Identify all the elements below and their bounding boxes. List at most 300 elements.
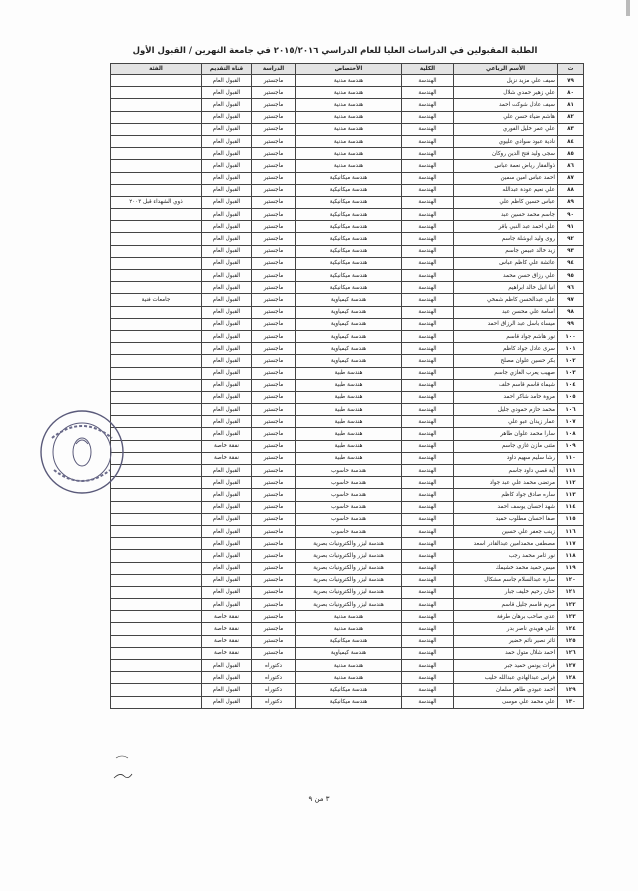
cell-index: ١٠٢ bbox=[558, 355, 584, 367]
cell-college: الهندسة bbox=[402, 270, 454, 282]
cell-student-name: هاشم ضياء حسن علي bbox=[454, 111, 558, 123]
cell-college: الهندسة bbox=[402, 428, 454, 440]
cell-specialty: هندسة ميكانيكية bbox=[296, 282, 402, 294]
cell-study: ماجستير bbox=[252, 123, 296, 135]
table-row bbox=[111, 379, 584, 391]
cell-student-name: سرى عادل جواد كاظم bbox=[454, 343, 558, 355]
cell-index: ١٠٥ bbox=[558, 391, 584, 403]
cell-category bbox=[111, 160, 202, 172]
cell-college: الهندسة bbox=[402, 635, 454, 647]
cell-category: جامعات فنية bbox=[111, 294, 202, 306]
table-row bbox=[111, 660, 584, 672]
cell-channel: القبول العام bbox=[202, 696, 252, 708]
cell-channel: القبول العام bbox=[202, 513, 252, 525]
cell-index: ٨٨ bbox=[558, 184, 584, 196]
cell-student-name: احمد عباس امين سمين bbox=[454, 172, 558, 184]
cell-specialty: هندسة مدنية bbox=[296, 99, 402, 111]
cell-specialty: هندسة مدنية bbox=[296, 148, 402, 160]
cell-channel: القبول العام bbox=[202, 282, 252, 294]
cell-study: ماجستير bbox=[252, 391, 296, 403]
cell-student-name: جاسم محمد حسين عبد bbox=[454, 209, 558, 221]
cell-student-name: نور ثامر محمد رجب bbox=[454, 550, 558, 562]
cell-college: الهندسة bbox=[402, 465, 454, 477]
col-header-college: الكلية bbox=[402, 64, 454, 75]
cell-specialty: هندسة مدنية bbox=[296, 123, 402, 135]
cell-channel: القبول العام bbox=[202, 684, 252, 696]
cell-college: الهندسة bbox=[402, 233, 454, 245]
cell-index: ١١٥ bbox=[558, 513, 584, 525]
cell-college: الهندسة bbox=[402, 489, 454, 501]
cell-student-name: علي عمر خليل الفوري bbox=[454, 123, 558, 135]
cell-study: ماجستير bbox=[252, 489, 296, 501]
table-row bbox=[111, 428, 584, 440]
cell-specialty: هندسة ميكانيكية bbox=[296, 257, 402, 269]
cell-specialty: هندسة مدنية bbox=[296, 87, 402, 99]
cell-category bbox=[111, 599, 202, 611]
cell-student-name: سارة عبدالسلام جاسم مشكال bbox=[454, 574, 558, 586]
cell-study: ماجستير bbox=[252, 196, 296, 208]
cell-category bbox=[111, 306, 202, 318]
cell-college: الهندسة bbox=[402, 221, 454, 233]
table-row bbox=[111, 233, 584, 245]
col-header-study: الدراسة bbox=[252, 64, 296, 75]
cell-category bbox=[111, 257, 202, 269]
cell-student-name: مصطفى محمدامين عبدالقادر اسعد bbox=[454, 538, 558, 550]
cell-index: ١١٧ bbox=[558, 538, 584, 550]
cell-college: الهندسة bbox=[402, 611, 454, 623]
cell-student-name: ثائر نصير نائم خضير bbox=[454, 635, 558, 647]
cell-study: ماجستير bbox=[252, 294, 296, 306]
cell-specialty: هندسة حاسوب bbox=[296, 477, 402, 489]
cell-index: ١١٣ bbox=[558, 489, 584, 501]
cell-student-name: صفا احسان مطلوب حميد bbox=[454, 513, 558, 525]
cell-study: ماجستير bbox=[252, 318, 296, 330]
cell-study: ماجستير bbox=[252, 306, 296, 318]
cell-specialty: هندسة كيمياوية bbox=[296, 355, 402, 367]
cell-study: ماجستير bbox=[252, 623, 296, 635]
cell-category bbox=[111, 221, 202, 233]
page-number: ٣ من ٩ bbox=[308, 795, 330, 803]
cell-specialty: هندسة طبية bbox=[296, 452, 402, 464]
cell-specialty: هندسة ميكانيكية bbox=[296, 172, 402, 184]
cell-student-name: فراس عبدالهادي عبدالله حليب bbox=[454, 672, 558, 684]
table-row bbox=[111, 306, 584, 318]
cell-study: ماجستير bbox=[252, 465, 296, 477]
cell-college: الهندسة bbox=[402, 379, 454, 391]
cell-specialty: هندسة ليزر والكترونيات بصرية bbox=[296, 599, 402, 611]
university-seal-stamp bbox=[38, 408, 126, 496]
table-row bbox=[111, 477, 584, 489]
cell-study: ماجستير bbox=[252, 111, 296, 123]
cell-student-name: شهد احسان يوسف احمد bbox=[454, 501, 558, 513]
cell-student-name: علي زهير حمدي شلال bbox=[454, 87, 558, 99]
table-row bbox=[111, 87, 584, 99]
cell-index: ٨٥ bbox=[558, 148, 584, 160]
cell-index: ١٢١ bbox=[558, 586, 584, 598]
cell-specialty: هندسة ميكانيكية bbox=[296, 184, 402, 196]
cell-specialty: هندسة ميكانيكية bbox=[296, 635, 402, 647]
cell-index: ١٠٠ bbox=[558, 330, 584, 342]
table-row bbox=[111, 245, 584, 257]
cell-channel: نفقة خاصة bbox=[202, 440, 252, 452]
cell-category bbox=[111, 282, 202, 294]
cell-college: الهندسة bbox=[402, 586, 454, 598]
cell-specialty: هندسة كيمياوية bbox=[296, 318, 402, 330]
page-title: الطلبة المقبولين في الدراسات العليا للعام الدراسي ٢٠١٥/٢٠١٦ في جامعة النهرين / القبول الأول bbox=[132, 46, 538, 56]
col-header-specialty: الأختصاص bbox=[296, 64, 402, 75]
cell-index: ٨٣ bbox=[558, 123, 584, 135]
cell-category bbox=[111, 611, 202, 623]
cell-specialty: هندسة ميكانيكية bbox=[296, 696, 402, 708]
cell-specialty: هندسة طبية bbox=[296, 391, 402, 403]
table-row bbox=[111, 672, 584, 684]
cell-channel: نفقة خاصة bbox=[202, 623, 252, 635]
cell-student-name: احمد شلال متول حمد bbox=[454, 647, 558, 659]
cell-category bbox=[111, 135, 202, 147]
cell-study: ماجستير bbox=[252, 611, 296, 623]
cell-category bbox=[111, 184, 202, 196]
cell-student-name: احمد عبودي طاهر سلمان bbox=[454, 684, 558, 696]
cell-specialty: هندسة مدنية bbox=[296, 111, 402, 123]
cell-college: الهندسة bbox=[402, 209, 454, 221]
cell-channel: القبول العام bbox=[202, 245, 252, 257]
table-row bbox=[111, 440, 584, 452]
cell-category bbox=[111, 391, 202, 403]
cell-channel: نفقة خاصة bbox=[202, 635, 252, 647]
cell-category bbox=[111, 623, 202, 635]
table-row bbox=[111, 562, 584, 574]
cell-channel: القبول العام bbox=[202, 196, 252, 208]
cell-specialty: هندسة مدنية bbox=[296, 160, 402, 172]
cell-channel: القبول العام bbox=[202, 416, 252, 428]
cell-college: الهندسة bbox=[402, 477, 454, 489]
cell-specialty: هندسة طبية bbox=[296, 367, 402, 379]
cell-category bbox=[111, 538, 202, 550]
table-row bbox=[111, 318, 584, 330]
table-row bbox=[111, 172, 584, 184]
table-row bbox=[111, 367, 584, 379]
cell-specialty: هندسة كيمياوية bbox=[296, 306, 402, 318]
cell-study: ماجستير bbox=[252, 599, 296, 611]
cell-channel: نفقة خاصة bbox=[202, 611, 252, 623]
cell-student-name: سجى وليد فتح الدين روكان bbox=[454, 148, 558, 160]
cell-study: ماجستير bbox=[252, 538, 296, 550]
cell-college: الهندسة bbox=[402, 87, 454, 99]
table-header-row bbox=[111, 64, 584, 75]
cell-channel: القبول العام bbox=[202, 586, 252, 598]
cell-college: الهندسة bbox=[402, 123, 454, 135]
cell-specialty: هندسة حاسوب bbox=[296, 465, 402, 477]
cell-channel: القبول العام bbox=[202, 87, 252, 99]
cell-study: دكتوراه bbox=[252, 660, 296, 672]
cell-student-name: علي احمد عبد النبي باقر bbox=[454, 221, 558, 233]
cell-channel: القبول العام bbox=[202, 574, 252, 586]
cell-channel: القبول العام bbox=[202, 343, 252, 355]
cell-study: ماجستير bbox=[252, 513, 296, 525]
cell-study: ماجستير bbox=[252, 440, 296, 452]
cell-channel: القبول العام bbox=[202, 538, 252, 550]
cell-channel: القبول العام bbox=[202, 209, 252, 221]
cell-study: ماجستير bbox=[252, 270, 296, 282]
cell-study: ماجستير bbox=[252, 75, 296, 87]
cell-study: ماجستير bbox=[252, 184, 296, 196]
cell-college: الهندسة bbox=[402, 647, 454, 659]
cell-college: الهندسة bbox=[402, 196, 454, 208]
cell-channel: القبول العام bbox=[202, 294, 252, 306]
cell-channel: القبول العام bbox=[202, 135, 252, 147]
table-row bbox=[111, 416, 584, 428]
table-row bbox=[111, 196, 584, 208]
cell-index: ١١٦ bbox=[558, 525, 584, 537]
cell-channel: القبول العام bbox=[202, 221, 252, 233]
cell-study: ماجستير bbox=[252, 148, 296, 160]
cell-college: الهندسة bbox=[402, 75, 454, 87]
cell-study: ماجستير bbox=[252, 87, 296, 99]
cell-channel: القبول العام bbox=[202, 172, 252, 184]
cell-study: ماجستير bbox=[252, 428, 296, 440]
cell-index: ١١٠ bbox=[558, 452, 584, 464]
cell-category bbox=[111, 367, 202, 379]
cell-student-name: عمار زيدان عبو علي bbox=[454, 416, 558, 428]
cell-index: ٨٩ bbox=[558, 196, 584, 208]
cell-specialty: هندسة حاسوب bbox=[296, 501, 402, 513]
cell-index: ٩٥ bbox=[558, 270, 584, 282]
cell-specialty: هندسة مدنية bbox=[296, 672, 402, 684]
cell-category bbox=[111, 99, 202, 111]
cell-channel: القبول العام bbox=[202, 270, 252, 282]
cell-index: ٩٣ bbox=[558, 245, 584, 257]
cell-category bbox=[111, 513, 202, 525]
cell-college: الهندسة bbox=[402, 599, 454, 611]
cell-college: الهندسة bbox=[402, 330, 454, 342]
table-row bbox=[111, 489, 584, 501]
cell-study: ماجستير bbox=[252, 172, 296, 184]
cell-specialty: هندسة ميكانيكية bbox=[296, 684, 402, 696]
cell-specialty: هندسة طبية bbox=[296, 440, 402, 452]
cell-specialty: هندسة كيمياوية bbox=[296, 647, 402, 659]
cell-index: ٩٠ bbox=[558, 209, 584, 221]
cell-college: الهندسة bbox=[402, 696, 454, 708]
cell-study: ماجستير bbox=[252, 525, 296, 537]
cell-category bbox=[111, 209, 202, 221]
cell-channel: القبول العام bbox=[202, 465, 252, 477]
cell-category bbox=[111, 233, 202, 245]
cell-category bbox=[111, 501, 202, 513]
cell-student-name: رشا سليم سهيم داود bbox=[454, 452, 558, 464]
cell-specialty: هندسة ليزر والكترونيات بصرية bbox=[296, 550, 402, 562]
cell-specialty: هندسة طبية bbox=[296, 404, 402, 416]
cell-channel: القبول العام bbox=[202, 379, 252, 391]
table-row bbox=[111, 501, 584, 513]
table-row bbox=[111, 647, 584, 659]
cell-study: ماجستير bbox=[252, 477, 296, 489]
cell-channel: القبول العام bbox=[202, 123, 252, 135]
cell-specialty: هندسة مدنية bbox=[296, 660, 402, 672]
cell-study: ماجستير bbox=[252, 282, 296, 294]
col-header-category: الفئة bbox=[111, 64, 202, 75]
cell-category bbox=[111, 123, 202, 135]
cell-index: ١٣٠ bbox=[558, 696, 584, 708]
cell-channel: القبول العام bbox=[202, 75, 252, 87]
cell-index: ١١٤ bbox=[558, 501, 584, 513]
cell-specialty: هندسة ميكانيكية bbox=[296, 233, 402, 245]
table-row bbox=[111, 404, 584, 416]
cell-study: ماجستير bbox=[252, 135, 296, 147]
table-row bbox=[111, 99, 584, 111]
cell-channel: القبول العام bbox=[202, 257, 252, 269]
cell-index: ٨٧ bbox=[558, 172, 584, 184]
cell-specialty: هندسة حاسوب bbox=[296, 513, 402, 525]
handwritten-signature bbox=[112, 752, 134, 782]
cell-index: ١٢٠ bbox=[558, 574, 584, 586]
cell-specialty: هندسة كيمياوية bbox=[296, 294, 402, 306]
cell-student-name: عدي صاحب برهان طرفة bbox=[454, 611, 558, 623]
cell-channel: القبول العام bbox=[202, 672, 252, 684]
cell-category bbox=[111, 562, 202, 574]
cell-channel: القبول العام bbox=[202, 428, 252, 440]
cell-college: الهندسة bbox=[402, 294, 454, 306]
cell-specialty: هندسة ميكانيكية bbox=[296, 245, 402, 257]
cell-college: الهندسة bbox=[402, 135, 454, 147]
cell-channel: القبول العام bbox=[202, 477, 252, 489]
cell-category bbox=[111, 660, 202, 672]
cell-category bbox=[111, 574, 202, 586]
cell-index: ١٠٨ bbox=[558, 428, 584, 440]
table-row bbox=[111, 550, 584, 562]
cell-channel: القبول العام bbox=[202, 184, 252, 196]
cell-index: ١٢٤ bbox=[558, 623, 584, 635]
cell-category bbox=[111, 635, 202, 647]
cell-category bbox=[111, 525, 202, 537]
cell-study: ماجستير bbox=[252, 586, 296, 598]
cell-student-name: زينب جعفر علي حسين bbox=[454, 525, 558, 537]
cell-index: ١٠١ bbox=[558, 343, 584, 355]
table-row bbox=[111, 586, 584, 598]
cell-student-name: فرات يونس حميد جبر bbox=[454, 660, 558, 672]
table-row bbox=[111, 635, 584, 647]
cell-college: الهندسة bbox=[402, 111, 454, 123]
table-row bbox=[111, 148, 584, 160]
col-header-channel: قناة التقديم bbox=[202, 64, 252, 75]
cell-specialty: هندسة ميكانيكية bbox=[296, 196, 402, 208]
cell-index: ١٠٧ bbox=[558, 416, 584, 428]
cell-index: ١٢٧ bbox=[558, 660, 584, 672]
cell-study: ماجستير bbox=[252, 379, 296, 391]
cell-student-name: ميس حميد محمد خشيمك bbox=[454, 562, 558, 574]
cell-index: ١٢٢ bbox=[558, 599, 584, 611]
cell-specialty: هندسة ميكانيكية bbox=[296, 221, 402, 233]
cell-student-name: مرتضى محمد علي عبد جواد bbox=[454, 477, 558, 489]
cell-college: الهندسة bbox=[402, 391, 454, 403]
cell-student-name: ميساء باسل عبد الرزاق احمد bbox=[454, 318, 558, 330]
cell-channel: نفقة خاصة bbox=[202, 452, 252, 464]
cell-specialty: هندسة ليزر والكترونيات بصرية bbox=[296, 574, 402, 586]
cell-index: ١٠٩ bbox=[558, 440, 584, 452]
cell-college: الهندسة bbox=[402, 99, 454, 111]
cell-college: الهندسة bbox=[402, 574, 454, 586]
cell-index: ١١١ bbox=[558, 465, 584, 477]
cell-study: دكتوراه bbox=[252, 696, 296, 708]
cell-college: الهندسة bbox=[402, 172, 454, 184]
table-row bbox=[111, 525, 584, 537]
cell-category bbox=[111, 379, 202, 391]
cell-college: الهندسة bbox=[402, 318, 454, 330]
cell-study: ماجستير bbox=[252, 550, 296, 562]
cell-student-name: انيا انيل خالد ابراهيم bbox=[454, 282, 558, 294]
cell-index: ٨٠ bbox=[558, 87, 584, 99]
cell-category bbox=[111, 270, 202, 282]
cell-channel: القبول العام bbox=[202, 562, 252, 574]
cell-channel: القبول العام bbox=[202, 599, 252, 611]
cell-college: الهندسة bbox=[402, 550, 454, 562]
cell-study: ماجستير bbox=[252, 355, 296, 367]
table-row bbox=[111, 599, 584, 611]
cell-index: ١٢٥ bbox=[558, 635, 584, 647]
table-row bbox=[111, 696, 584, 708]
cell-channel: القبول العام bbox=[202, 391, 252, 403]
cell-index: ٩٩ bbox=[558, 318, 584, 330]
cell-study: ماجستير bbox=[252, 257, 296, 269]
cell-college: الهندسة bbox=[402, 684, 454, 696]
cell-student-name: ساره صادق جواد كاظم bbox=[454, 489, 558, 501]
table-row bbox=[111, 684, 584, 696]
cell-student-name: اسامة علي محسن عبد bbox=[454, 306, 558, 318]
cell-category bbox=[111, 111, 202, 123]
table-row bbox=[111, 623, 584, 635]
cell-student-name: ذوالفقار رياض نعمة عباس bbox=[454, 160, 558, 172]
cell-student-name: صهيب يعرب الغازي جاسم bbox=[454, 367, 558, 379]
cell-student-name: سيف عادل شوكت احمد bbox=[454, 99, 558, 111]
cell-channel: نفقة خاصة bbox=[202, 647, 252, 659]
cell-channel: القبول العام bbox=[202, 318, 252, 330]
cell-index: ٩٤ bbox=[558, 257, 584, 269]
cell-student-name: مروة حامد شاكر احمد bbox=[454, 391, 558, 403]
cell-study: ماجستير bbox=[252, 367, 296, 379]
cell-specialty: هندسة ليزر والكترونيات بصرية bbox=[296, 586, 402, 598]
cell-student-name: مريم قاسم جليل قاسم bbox=[454, 599, 558, 611]
table-row bbox=[111, 465, 584, 477]
table-row bbox=[111, 221, 584, 233]
cell-college: الهندسة bbox=[402, 184, 454, 196]
cell-channel: القبول العام bbox=[202, 550, 252, 562]
table-body bbox=[111, 75, 584, 709]
cell-college: الهندسة bbox=[402, 148, 454, 160]
cell-study: ماجستير bbox=[252, 233, 296, 245]
scan-edge-mark bbox=[626, 0, 630, 16]
cell-student-name: سيف علي مزيد نزيل bbox=[454, 75, 558, 87]
cell-specialty: هندسة مدنية bbox=[296, 135, 402, 147]
cell-college: الهندسة bbox=[402, 525, 454, 537]
cell-category bbox=[111, 355, 202, 367]
cell-college: الهندسة bbox=[402, 404, 454, 416]
cell-student-name: نور هاشم جواد قاسم bbox=[454, 330, 558, 342]
cell-index: ٨٦ bbox=[558, 160, 584, 172]
cell-study: ماجستير bbox=[252, 404, 296, 416]
table-row bbox=[111, 355, 584, 367]
cell-study: ماجستير bbox=[252, 635, 296, 647]
cell-channel: القبول العام bbox=[202, 660, 252, 672]
cell-college: الهندسة bbox=[402, 562, 454, 574]
cell-specialty: هندسة مدنية bbox=[296, 611, 402, 623]
cell-index: ٩٢ bbox=[558, 233, 584, 245]
cell-college: الهندسة bbox=[402, 452, 454, 464]
cell-study: ماجستير bbox=[252, 160, 296, 172]
cell-college: الهندسة bbox=[402, 343, 454, 355]
table-row bbox=[111, 135, 584, 147]
cell-college: الهندسة bbox=[402, 672, 454, 684]
table-row bbox=[111, 343, 584, 355]
cell-student-name: علي محمد علي موسى bbox=[454, 696, 558, 708]
